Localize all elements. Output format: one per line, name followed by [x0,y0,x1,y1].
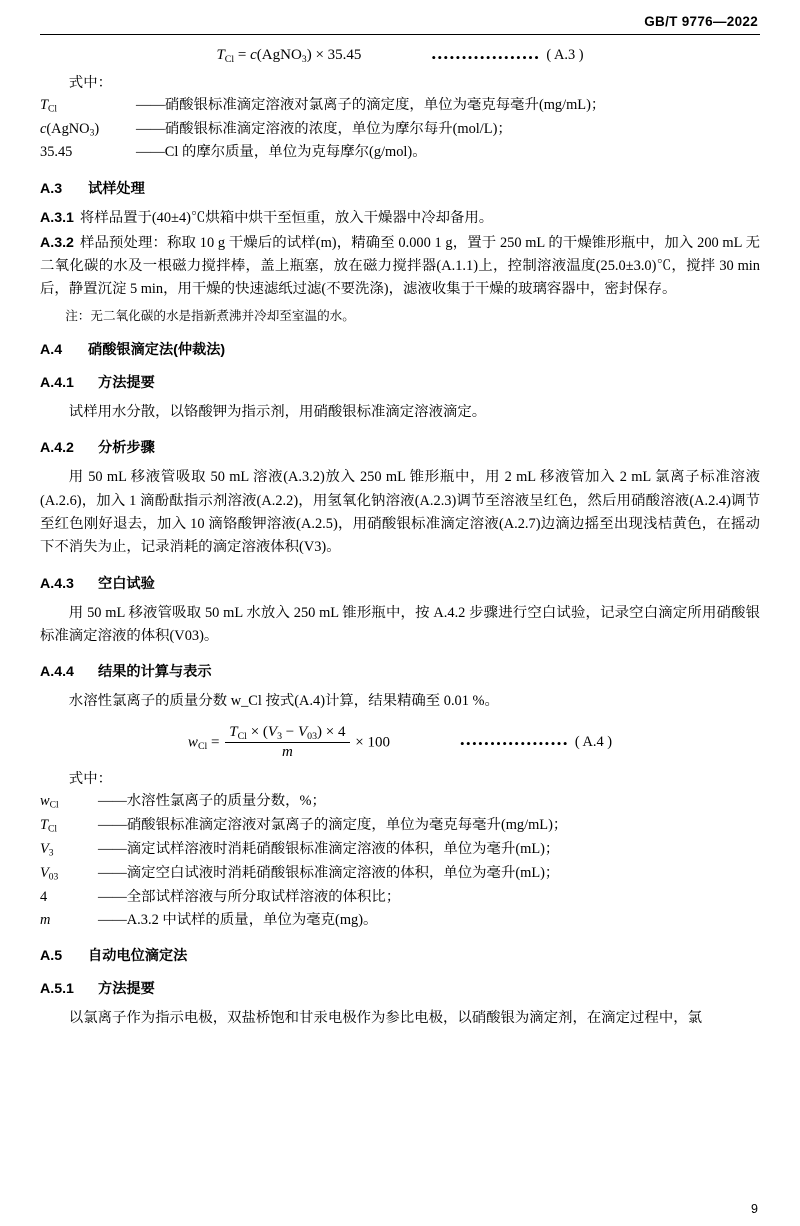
section-number: A.4 [40,341,63,358]
definition-row [40,886,760,909]
paragraph-a4-2: 用 50 mL 移液管吸取 50 mL 溶液(A.3.2)放入 250 mL 锥形瓶中，用 2 mL 移液管加入 2 mL 氯离子标准溶液(A.2.6)，加入 1 滴酚酞指示剂溶液(A.2.2)，用氢氧化钠溶液(A.2.3)调节至溶液呈红色，然后用硝酸溶液(A.2.4)调节至红色刚好退去，加入 10 滴铬酸钾溶液(A.2.5)，用硝酸银标准滴定溶液(A.2.7)边滴边摇至出现浅桔黄色，在摇动下不消失为止，记录消耗的滴定溶液体积(V3)。 [40,469,760,556]
definition-text: 全部试样溶液与所分取试样溶液的体积比； [126,888,401,905]
section-heading-a4-1 [40,372,760,392]
definition-dash: —— [136,120,165,137]
formula-a4-expression: $w_{Cl}$ = $\frac{T_{Cl} \times (V_3 - V_{03}) \times 4}{m}$ × 100 [187,723,390,761]
section-title: 硝酸银滴定法(仲裁法) [88,341,226,358]
section-number: A.4.2 [40,440,74,457]
section-title: 分析步骤 [98,440,155,457]
definition-symbol: $T_{Cl}$ [40,817,57,835]
paragraph-label: A.3.1 [40,209,74,226]
definition-dash: —— [98,817,127,834]
section-number: A.4.3 [40,575,74,592]
section-number: A.4.1 [40,374,74,391]
definition-row [40,141,760,164]
definition-row [40,790,760,814]
formula-a3-row [40,47,760,65]
where-lead-a3: 式中： [68,74,112,91]
formula-a4-leader: •••••••••••••••••• [459,736,569,752]
section-number: A.5 [40,947,63,964]
section-heading-a4-2 [40,437,760,457]
definition-dash: —— [98,864,127,881]
paragraph-label: A.3.2 [40,234,74,251]
formula-a4-number: ( A.4 ) [574,733,613,750]
section-number: A.3 [40,180,63,197]
definition-row [40,838,760,862]
definition-symbol: $V_{03}$ [40,864,59,883]
section-title: 方法提要 [98,374,155,391]
definition-row [40,814,760,838]
section-heading-a5 [40,945,760,965]
definition-symbol: 4 [40,888,48,905]
note-a3: 注：无二氧化碳的水是指新煮沸并冷却至室温的水。 [65,308,355,323]
paragraph-a3-2 [40,232,760,302]
definition-dash: —— [98,841,127,858]
definition-dash: —— [98,911,127,928]
definition-text: 硝酸银标准滴定溶液对氯离子的滴定度，单位为毫克每毫升(mg/mL)； [126,817,568,834]
page-number: 9 [751,1202,758,1216]
definition-dash: —— [136,96,165,113]
where-lead-a4: 式中： [68,771,112,788]
definition-row [40,94,760,118]
fraction-denominator: m [281,744,293,761]
definition-symbol: m [40,911,51,928]
formula-a3-leader: •••••••••••••••••• [431,49,541,65]
where-block-a4 [40,767,760,931]
section-heading-a4-4 [40,661,760,681]
definition-row [40,909,760,932]
definition-row [40,862,760,886]
section-heading-a4 [40,339,760,359]
definition-dash: —— [136,144,165,161]
fraction-numerator: $T_{Cl} \times (V_3 - V_{03}) \times 4$ [225,724,349,744]
where-block-a3 [40,71,760,165]
definition-text: 滴定空白试液时消耗硝酸银标准滴定溶液的体积，单位为毫升(mL)； [126,864,560,881]
definition-dash: —— [98,793,127,810]
section-heading-a4-3 [40,573,760,593]
standard-code: GB/T 9776—2022 [644,14,758,29]
paragraph-text: 将样品置于(40±4)℃烘箱中烘干至恒重，放入干燥器中冷却备用。 [79,209,494,226]
formula-a3-expression: $T_{Cl}$ = c(AgNO$_3$) × 35.45 [216,47,362,65]
header-divider [40,34,760,35]
definition-text: Cl 的摩尔质量，单位为克每摩尔(g/mol)。 [164,144,427,161]
section-number: A.4.4 [40,664,74,681]
definition-symbol: c(AgNO$_3$) [40,120,100,139]
paragraph-a3-1 [40,207,760,230]
paragraph-a5-1: 以氯离子作为指示电极，双盐桥饱和甘汞电极作为参比电极，以硝酸银为滴定剂，在滴定过程中，氯 [68,1009,702,1026]
paragraph-a4-4-intro: 水溶性氯离子的质量分数 w_Cl 按式(A.4)计算，结果精确至 0.01 %。 [68,693,499,710]
definition-symbol: $T_{Cl}$ [40,96,57,115]
definition-text: 硝酸银标准滴定溶液对氯离子的滴定度，单位为毫克每毫升(mg/mL)； [164,96,606,113]
definition-text: 硝酸银标准滴定溶液的浓度，单位为摩尔每升(mol/L)； [164,120,512,137]
paragraph-a4-1: 试样用水分散，以铬酸钾为指示剂，用硝酸银标准滴定溶液滴定。 [68,403,487,420]
section-title: 方法提要 [98,980,155,997]
paragraph-a4-3: 用 50 mL 移液管吸取 50 mL 水放入 250 mL 锥形瓶中，按 A.4.2 步骤进行空白试验，记录空白滴定所用硝酸银标准滴定溶液的体积(V03)。 [40,604,760,644]
definition-row [40,118,760,142]
section-title: 结果的计算与表示 [98,664,212,681]
definition-text: A.3.2 中试样的质量，单位为毫克(mg)。 [126,911,378,928]
section-heading-a5-1 [40,978,760,998]
section-title: 试样处理 [88,180,145,197]
section-heading-a3 [40,178,760,198]
section-title: 自动电位滴定法 [88,947,188,964]
definition-text: 水溶性氯离子的质量分数，%； [126,793,326,810]
definition-dash: —— [98,888,127,905]
formula-a3-number: ( A.3 ) [546,47,584,64]
definition-symbol: $V_3$ [40,841,54,859]
formula-a4-fraction [225,724,349,762]
paragraph-text: 样品预处理：称取 10 g 干燥后的试样(m)，精确至 0.000 1 g，置于 250 mL 的干燥锥形瓶中，加入 200 mL 无二氧化碳的水及一根磁力搅拌棒，盖上瓶塞，放在磁力搅拌器(A.1.1)上，控制溶液温度(25.0±3.0)℃，搅拌 30 min 后，静置沉淀 5 min，用干燥的快速滤纸过滤(不要洗涤)，滤液收集于干燥的玻璃容器中，密封保存。 [40,234,760,298]
section-number: A.5.1 [40,980,74,997]
section-title: 空白试验 [98,575,155,592]
formula-a4-row [40,724,760,762]
definition-symbol: 35.45 [40,144,73,161]
page-header [40,14,760,29]
definition-text: 滴定试样溶液时消耗硝酸银标准滴定溶液的体积，单位为毫升(mL)； [126,841,560,858]
definition-symbol: $w_{Cl}$ [40,793,59,811]
